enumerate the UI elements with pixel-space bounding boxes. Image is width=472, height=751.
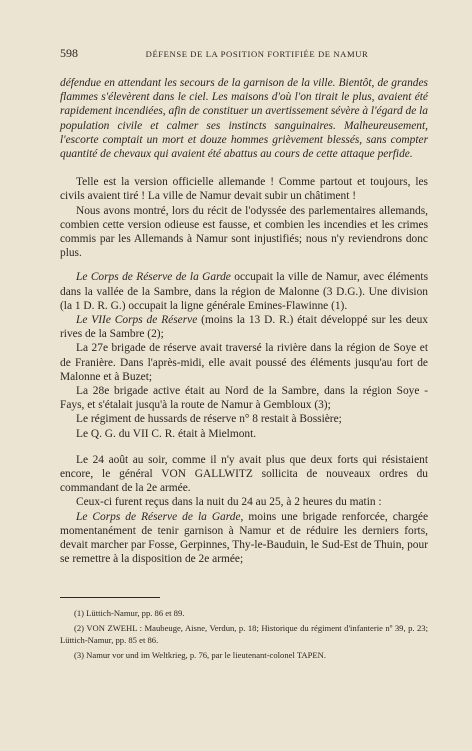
- paragraph: Telle est la version officielle allemande ! Comme partout et toujours, les civils avaient tiré ! La ville de Namur devait subir un châtiment !: [60, 176, 428, 203]
- paragraph: [60, 510, 428, 567]
- paragraph: Le régiment de hussards de réserve n° 8 restait à Bossière;: [76, 413, 342, 426]
- paragraph: La 27e brigade de réserve avait traversé la rivière dans la région de Soye et de Franière. Dans l'après-midi, elle avait poussé des éléments jusqu'au fort de Malonne et à Buzet;: [60, 342, 428, 383]
- quoted-communique: défendue en attendant les secours de la garnison de la ville. Bientôt, de grandes flammes s'élevèrent dans le ciel. Les maisons d'où l'on tirait le plus, avaient été rapidement incendiées, afin de constituer un avertissement sévère à l'égard de la population civile et calmer ses instincts sanguinaires. Malheureusement, l'escorte comptait un mort et douze hommes grièvement blessés, sans compter quantité de chevaux qui avaient été abattus au cours de cette attaque perfide.: [60, 77, 428, 161]
- paragraph: Nous avons montré, lors du récit de l'odyssée des parlementaires allemands, combien cette version odieuse est fausse, et combien les incendies et les crimes commis par les Allemands à Namur sont injustifiés; nous n'y reviendrons donc plus.: [60, 204, 428, 260]
- paragraph-text: occupait la ville de Namur, avec éléments dans la vallée de la Sambre, dans la région de Malonne (3 D.G.). Une division (la 1 D. R. G.) occupait la ligne générale Emines-Flawinne (1).: [60, 271, 428, 312]
- paragraph: La 28e brigade active était au Nord de la Sambre, dans la région Soye - Fays, et s'étalait jusqu'à la route de Namur à Gembloux (3);: [60, 385, 428, 412]
- footnote-1: (1) Lüttich-Namur, pp. 86 et 89.: [74, 607, 185, 618]
- page-header: [60, 46, 414, 61]
- running-head: DÉFENSE DE LA POSITION FORTIFIÉE DE NAMUR: [145, 49, 369, 59]
- footnote-2: (2) VON ZWEHL : Maubeuge, Aisne, Verdun, p. 18; Historique du régiment d'infanterie nº 39, p. 23; Lüttich-Namur, pp. 85 et 86.: [60, 623, 428, 645]
- paragraph: Le Q. G. du VII C. R. était à Mielmont.: [76, 427, 257, 440]
- footnote-3: (3) Namur vor und im Weltkrieg, p. 76, par le lieutenant-colonel TAPEN.: [74, 650, 326, 660]
- paragraph: [60, 313, 428, 341]
- paragraph: Le 24 août au soir, comme il n'y avait plus que deux forts qui résistaient encore, le général VON GALLWITZ sollicita de nouveaux ordres du commandant de la 2e armée.: [60, 453, 428, 495]
- paragraph: Ceux-ci furent reçus dans la nuit du 24 au 25, à 2 heures du matin :: [76, 496, 382, 509]
- paragraph: [60, 270, 428, 313]
- page-body: [60, 76, 428, 666]
- footnote-rule: [60, 597, 160, 598]
- paragraph-text: (moins la 13 D. R.) était développé sur les deux rives de la Sambre (2);: [60, 314, 428, 341]
- page-number: 598: [60, 46, 78, 60]
- unit-name: Le VIIe Corps de Réserve: [76, 314, 198, 327]
- paragraph-text: , moins une brigade renforcée, chargée momentanément de tenir garnison à Namur et de réduire les derniers forts, devait marcher par Fosse, Gerpinnes, Thy-le-Bauduin, le Sud-Est de Thuin, pour se remettre à la disposition de 2e armée;: [60, 510, 429, 566]
- unit-name: Le Corps de Réserve de la Garde: [76, 271, 231, 284]
- unit-name: Le Corps de Réserve de la Garde: [76, 510, 241, 523]
- footnotes: [60, 608, 428, 662]
